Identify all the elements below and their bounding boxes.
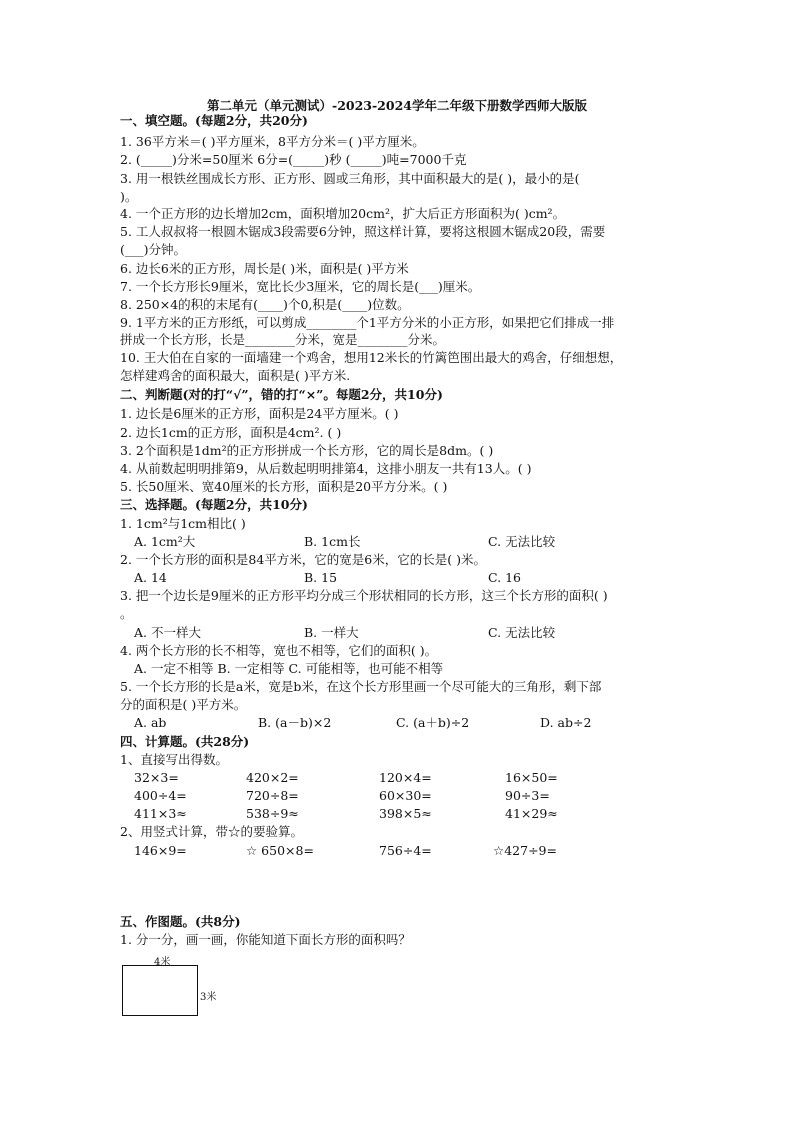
calc-r3-c4: 41×29≈ bbox=[505, 806, 558, 821]
s1-line-1: 1. 36平方米＝( )平方厘米，8平方分米＝( )平方厘米。 bbox=[120, 134, 425, 149]
s1-line-13: 10. 王大伯在自家的一面墙建一个鸡舍，想用12米长的竹篱笆围出最大的鸡舍，仔细想想， bbox=[120, 350, 623, 365]
s3-q1-option-b: B. 1cm长 bbox=[304, 534, 361, 549]
s2-line-4: 4. 从前数起明明排第9，从后数起明明排第4，这排小朋友一共有13人。( ) bbox=[120, 461, 532, 476]
s3-q4-options: A. 一定不相等 B. 一定相等 C. 可能相等，也可能不相等 bbox=[134, 661, 444, 676]
s1-line-9: 7. 一个长方形长9厘米，宽比长少3厘米，它的周长是(___)厘米。 bbox=[120, 279, 481, 294]
section-5-heading: 五、作图题。(共8分) bbox=[120, 914, 241, 929]
s3-q5-line-1: 5. 一个长方形的长是a米，宽是b米，在这个长方形里画一个尽可能大的三角形，剩下部 bbox=[120, 679, 602, 694]
s4-sub-1: 1、直接写出得数。 bbox=[120, 752, 228, 767]
s2-line-1: 1. 边长是6厘米的正方形，面积是24平方厘米。( ) bbox=[120, 406, 399, 421]
s3-q3-option-b: B. 一样大 bbox=[304, 625, 359, 640]
s3-q1: 1. 1cm²与1cm相比( ) bbox=[120, 516, 246, 531]
s3-q5-option-c: C. (a＋b)÷2 bbox=[396, 715, 470, 730]
calc-r3-c3: 398×5≈ bbox=[379, 806, 432, 821]
s3-q1-option-a: A. 1cm²大 bbox=[134, 534, 196, 549]
calc-r1-c2: 420×2= bbox=[246, 770, 299, 785]
s3-q2: 2. 一个长方形的面积是84平方米，它的宽是6米，它的长是( )米。 bbox=[120, 552, 486, 567]
s1-line-10: 8. 250×4的积的末尾有(____)个0,积是(____)位数。 bbox=[120, 297, 410, 312]
vertical-calc-4: ☆427÷9= bbox=[493, 843, 557, 858]
calc-r3-c2: 538÷9≈ bbox=[246, 806, 299, 821]
s3-q4: 4. 两个长方形的长不相等，宽也不相等，它们的面积( )。 bbox=[120, 643, 438, 658]
calc-r1-c3: 120×4= bbox=[379, 770, 432, 785]
s3-q5-option-d: D. ab÷2 bbox=[540, 715, 592, 730]
section-1-heading: 一、填空题。(每题2分，共20分) bbox=[120, 113, 308, 128]
vertical-calc-1: 146×9= bbox=[134, 843, 187, 858]
worksheet-title: 第二单元（单元测试）-2023-2024学年二年级下册数学西师大版版 bbox=[207, 98, 587, 113]
s1-line-8: 6. 边长6米的正方形，周长是( )米，面积是( )平方米 bbox=[120, 261, 409, 276]
s1-line-5: 4. 一个正方形的边长增加2cm，面积增加20cm²，扩大后正方形面积为( )cm²。 bbox=[120, 206, 566, 221]
calc-r2-c2: 720÷8= bbox=[246, 788, 299, 803]
section-4-heading: 四、计算题。(共28分) bbox=[120, 734, 250, 749]
calc-r3-c1: 411×3≈ bbox=[134, 806, 187, 821]
rectangle-width-label: 4米 bbox=[154, 957, 171, 968]
s1-line-14: 怎样建鸡舍的面积最大，面积是( )平方米. bbox=[120, 368, 351, 383]
calc-r2-c3: 60×30= bbox=[379, 788, 432, 803]
s1-line-6: 5. 工人叔叔将一根圆木锯成3段需要6分钟，照这样计算，要将这根圆木锯成20段，需要 bbox=[120, 224, 606, 239]
s3-q2-option-a: A. 14 bbox=[134, 570, 167, 585]
s3-q3-line-2: 。 bbox=[120, 606, 133, 621]
s1-line-2: 2. (_____)分米=50厘米 6分=(_____)秒 (_____)吨=7000千克 bbox=[120, 152, 467, 167]
s3-q5-option-a: A. ab bbox=[134, 715, 167, 730]
calc-r2-c4: 90÷3= bbox=[505, 788, 550, 803]
section-3-heading: 三、选择题。(每题2分，共10分) bbox=[120, 497, 308, 512]
s1-line-7: (___)分钟。 bbox=[120, 242, 187, 257]
s2-line-3: 3. 2个面积是1dm²的正方形拼成一个长方形，它的周长是8dm。( ) bbox=[120, 443, 494, 458]
s2-line-2: 2. 边长1cm的正方形，面积是4cm². ( ) bbox=[120, 425, 342, 440]
s1-line-11: 9. 1平方米的正方形纸，可以剪成________个1平方分米的小正方形，如果把它们排成一排 bbox=[120, 315, 615, 330]
s3-q2-option-c: C. 16 bbox=[488, 570, 521, 585]
calc-r1-c4: 16×50= bbox=[505, 770, 558, 785]
s5-q1: 1. 分一分，画一画，你能知道下面长方形的面积吗？ bbox=[120, 932, 411, 947]
s3-q2-option-b: B. 15 bbox=[304, 570, 338, 585]
vertical-calc-2: ☆ 650×8= bbox=[246, 843, 314, 858]
vertical-calc-3: 756÷4= bbox=[379, 843, 432, 858]
calc-r2-c1: 400÷4= bbox=[134, 788, 187, 803]
s3-q3-line-1: 3. 把一个边长是9厘米的正方形平均分成三个形状相同的长方形，这三个长方形的面积( ) bbox=[120, 588, 608, 603]
rectangle-figure bbox=[122, 965, 198, 1016]
calc-r1-c1: 32×3= bbox=[134, 770, 179, 785]
s3-q1-option-c: C. 无法比较 bbox=[488, 534, 556, 549]
s1-line-3: 3. 用一根铁丝围成长方形、正方形、圆或三角形，其中面积最大的是( )，最小的是( bbox=[120, 171, 580, 186]
s2-line-5: 5. 长50厘米、宽40厘米的长方形，面积是20平方分米。( ) bbox=[120, 479, 448, 494]
rectangle-height-label: 3米 bbox=[200, 992, 217, 1003]
s4-sub-2: 2、用竖式计算，带☆的要验算。 bbox=[120, 824, 303, 839]
s1-line-12: 拼成一个长方形，长是________分米，宽是________分米。 bbox=[120, 332, 446, 347]
s1-line-4: )。 bbox=[120, 189, 138, 204]
s3-q3-option-a: A. 不一样大 bbox=[134, 625, 201, 640]
s3-q3-option-c: C. 无法比较 bbox=[488, 625, 556, 640]
s3-q5-line-2: 分的面积是( )平方米。 bbox=[120, 697, 247, 712]
s3-q5-option-b: B. (a－b)×2 bbox=[258, 715, 332, 730]
section-2-heading: 二、判断题(对的打“√”，错的打“×”。每题2分，共10分) bbox=[120, 387, 443, 402]
